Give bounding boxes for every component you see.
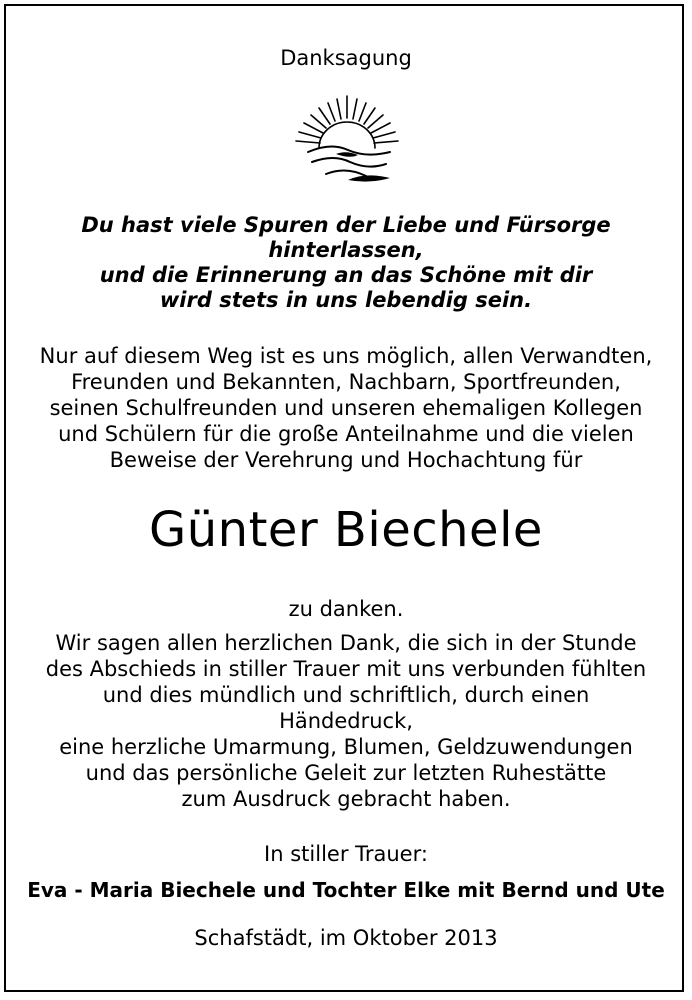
paragraph-line: Händedruck, [279,709,413,733]
paragraph-line: eine herzliche Umarmung, Blumen, Geldzuwendungen [59,735,633,759]
place-date: Schafstädt, im Oktober 2013 [194,926,498,950]
paragraph-line: Nur auf diesem Weg ist es uns möglich, allen Verwandten, [39,344,653,368]
deceased-name: Günter Biechele [149,502,543,558]
verse [0,213,692,313]
paragraph-line: seinen Schulfreunden und unseren ehemaligen Kollegen [49,396,643,420]
paragraph-line: Freunden und Bekannten, Nachbarn, Sportfreunden, [71,370,621,394]
verse-line: Du hast viele Spuren der Liebe und Fürsorge [81,213,611,237]
gratitude-paragraph [0,630,692,812]
paragraph-line: und Schülern für die große Anteilnahme und die vielen [58,422,634,446]
thanks-paragraph [0,343,692,473]
paragraph-line: und das persönliche Geleit zur letzten Ruhestätte [85,761,607,785]
verse-line: und die Erinnerung an das Schöne mit dir [99,263,593,287]
verse-line: wird stets in uns lebendig sein. [159,288,533,312]
verse-line: hinterlassen, [268,238,424,262]
thanks-line: zu danken. [288,597,404,621]
paragraph-line: Beweise der Verehrung und Hochachtung für [109,448,583,472]
paragraph-line: und dies mündlich und schriftlich, durch einen [102,683,590,707]
sunset-over-hills-icon [286,92,408,192]
paragraph-line: Wir sagen allen herzlichen Dank, die sich in der Stunde [55,631,637,655]
mourning-label: In stiller Trauer: [264,842,428,866]
family-signature: Eva - Maria Biechele und Tochter Elke mit Bernd und Ute [27,878,665,902]
paragraph-line: des Abschieds in stiller Trauer mit uns verbunden fühlten [45,657,647,681]
paragraph-line: zum Ausdruck gebracht haben. [181,787,511,811]
heading: Danksagung [280,46,412,70]
